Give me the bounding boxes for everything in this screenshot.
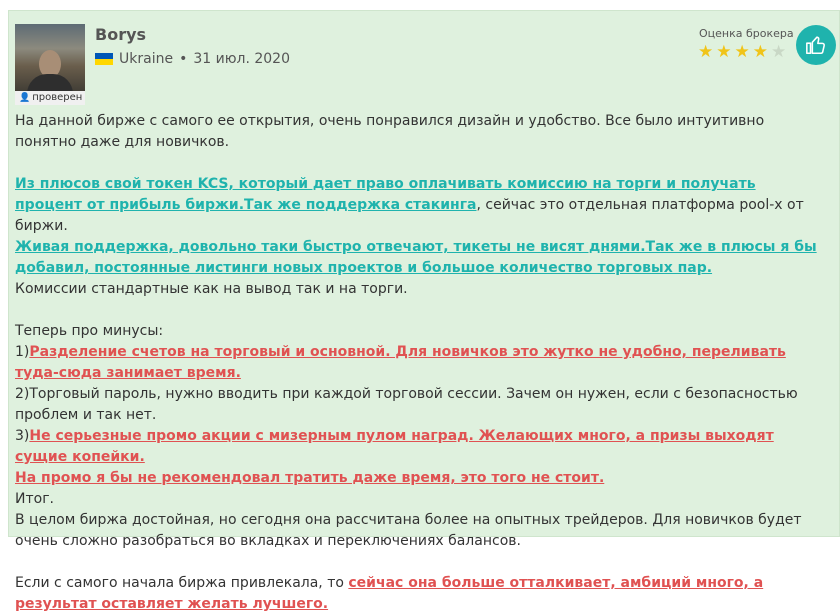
star-icon: ★ [771,42,787,62]
positive-highlight: Живая поддержка, довольно таки быстро отвечают, тикеты не висят днями.Так же в плюсы я бы добавил, постоянные листинги новых проектов и большое количество торговых пар. [15,239,817,276]
final-prefix: Если с самого начала биржа привлекала, то [15,575,349,591]
negative-highlight: Разделение счетов на торговый и основной. Для новичков это жутко не удобно, переливать туда-сюда занимает время. [15,344,786,381]
rating-label: Оценка брокера [699,27,794,40]
minus-item-1 [15,342,827,384]
minus-item-3 [15,426,827,468]
review-card [8,10,840,612]
verified-label: проверен [32,92,83,103]
minus-prefix: 1) [15,344,30,360]
negative-highlight: Не серьезные промо акции с мизерным пулом наград. Желающих много, а призы выходят сущие копейки. [15,428,774,465]
star-icon: ★ [698,42,714,62]
star-icon: ★ [752,42,768,62]
plus-paragraph-1 [15,174,827,237]
summary-heading: Итог. [15,491,54,507]
final-paragraph [15,573,827,615]
minus-prefix: 3) [15,428,30,444]
avatar[interactable] [15,24,85,94]
meta-separator: • [179,51,188,67]
review-body [15,111,827,615]
summary-paragraph: В целом биржа достойная, но сегодня она рассчитана более на опытных трейдеров. Для новичков будет очень сложно разобраться во вкладках и переключениях балансов. [15,512,802,549]
user-icon: 👤 [19,93,31,103]
minus-item-2: 2)Торговый пароль, нужно вводить при каждой торговой сессии. Зачем он нужен, если с безопасностью проблем и так нет. [15,386,798,423]
review-meta [95,51,290,67]
positive-highlight: Из плюсов свой токен KCS, который дает право оплачивать комиссию на торги и получать процент от прибыль биржи.Так же поддержка стакинга [15,176,756,213]
like-button[interactable] [796,25,836,65]
minus-item-3-cont [15,468,827,489]
commission-line: Комиссии стандартные как на вывод так и на торги. [15,281,408,297]
plus-paragraph-2 [15,237,827,279]
star-icon: ★ [716,42,732,62]
rating-stars [698,44,786,61]
ukraine-flag-icon [95,53,113,65]
author-name[interactable]: Borys [95,25,147,44]
thumbs-up-icon [805,34,827,56]
intro-paragraph: На данной бирже с самого ее открытия, очень понравился дизайн и удобство. Все было интуитивно понятно даже для новичков. [15,113,765,150]
minus-heading: Теперь про минусы: [15,323,164,339]
negative-highlight: сейчас она больше отталкивает, амбиций много, а результат оставляет желать лучшего. [15,575,764,612]
review-date: 31 июл. 2020 [193,51,290,67]
negative-highlight: На промо я бы не рекомендовал тратить даже время, это того не стоит. [15,470,605,486]
country: Ukraine [119,51,174,67]
star-icon: ★ [734,42,750,62]
verified-badge [15,91,85,105]
plus-tail: , сейчас это отдельная платформа pool-x от биржи. [15,197,804,234]
